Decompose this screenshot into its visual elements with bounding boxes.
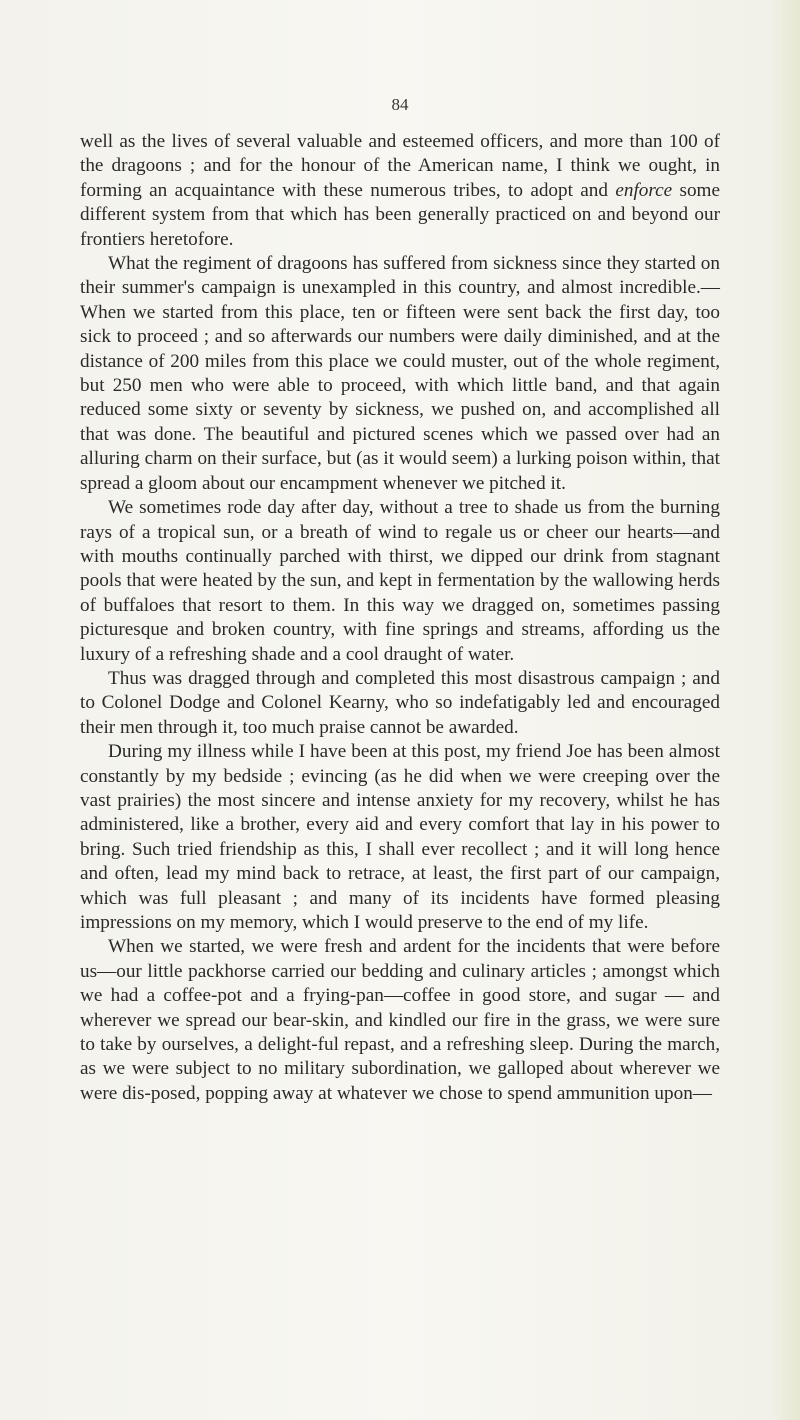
paragraph-6: When we started, we were fresh and ardent for the incidents that were before us—our little packhorse carried our bedding and culinary articles ; amongst which we had a coffee-pot and a frying-pan—coffee in good store, and sugar — and wherever we spread our bear-skin, and kindled our fire in the grass, we were sure to take by ourselves, a delight-ful repast, and a refreshing sleep. During the march, as we were subject to no military subordination, we galloped about wherever we were dis-posed, popping away at whatever we chose to spend ammunition upon— — [80, 936, 720, 1104]
paragraph-3: We sometimes rode day after day, without a tree to shade us from the burning rays of a tropical sun, or a breath of wind to regale us or cheer our hearts—and with mouths continually parched with thirst, we dipped our drink from stagnant pools that were heated by the sun, and kept in fermentation by the wallowing herds of buffaloes that resort to them. In this way we dragged on, sometimes passing picturesque and broken country, with fine springs and streams, affording us the luxury of a refreshing shade and a cool draught of water. — [80, 497, 720, 665]
page-edge-shade — [770, 0, 800, 1420]
paragraph-1-text-b: some different system from that which has been generally practiced on and beyond our frontiers heretofore. — [80, 179, 720, 250]
paragraph-1-italic-word: enforce — [615, 179, 673, 201]
paragraph-1 — [80, 130, 720, 252]
paragraph-5: During my illness while I have been at this post, my friend Joe has been almost constantly by my bedside ; evincing (as he did when we were creeping over the vast prairies) the most sincere and intense anxiety for my recovery, whilst he has administered, like a brother, every aid and every comfort that lay in his power to bring. Such tried friendship as this, I shall ever recollect ; and it will long hence and often, lead my mind back to retrace, at least, the first part of our campaign, which was full pleasant ; and many of its incidents have formed pleasing impressions on my memory, which I would preserve to the end of my life. — [80, 741, 720, 933]
body-text — [80, 130, 720, 1106]
page-number: 84 — [391, 95, 409, 114]
paragraph-4: Thus was dragged through and completed this most disastrous campaign ; and to Colonel Dodge and Colonel Kearny, who so indefatigably led and encouraged their men through it, too much praise cannot be awarded. — [80, 667, 720, 738]
paragraph-1-text-a: well as the lives of several valuable and esteemed officers, and more than 100 of the dragoons ; and for the honour of the American name, I think we ought, in forming an acquaintance with these numerous tribes, to adopt and — [80, 131, 720, 201]
paragraph-2: What the regiment of dragoons has suffered from sickness since they started on their summer's campaign is unexampled in this country, and almost incredible.—When we started from this place, ten or fifteen were sent back the first day, too sick to proceed ; and so afterwards our numbers were daily diminished, and at the distance of 200 miles from this place we could muster, out of the whole regiment, but 250 men who were able to proceed, with which little band, and that again reduced some sixty or seventy by sickness, we pushed on, and accomplished all that was done. The beautiful and pictured scenes which we passed over had an alluring charm on their surface, but (as it would seem) a lurking poison within, that spread a gloom about our encampment whenever we pitched it. — [80, 253, 720, 494]
